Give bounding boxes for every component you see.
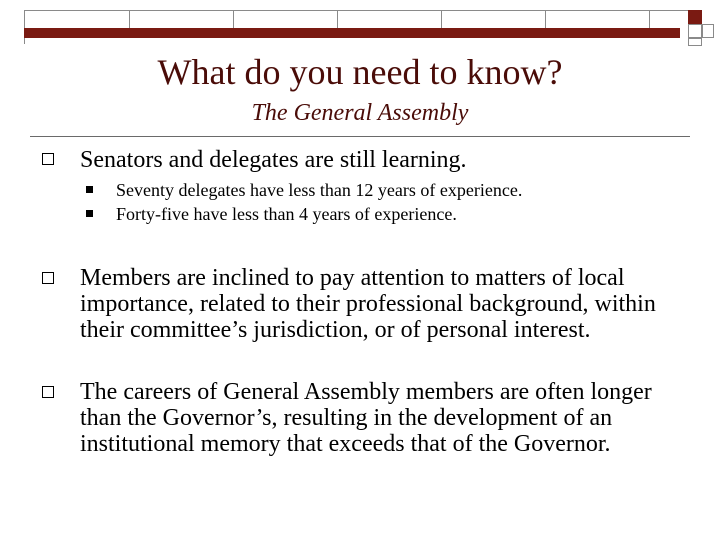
grid-divider [233, 11, 234, 29]
title-divider [30, 136, 690, 137]
header-grid [24, 10, 688, 44]
corner-accent-square [688, 10, 702, 24]
hollow-square-bullet-icon [42, 153, 54, 165]
grid-divider [649, 11, 650, 29]
bullet-text: Senators and delegates are still learning. [80, 147, 467, 173]
hollow-square-bullet-icon [42, 386, 54, 398]
filled-square-bullet-icon [86, 186, 93, 193]
filled-square-bullet-icon [86, 210, 93, 217]
hollow-square-bullet-icon [42, 272, 54, 284]
grid-divider [337, 11, 338, 29]
bullet-text: The careers of General Assembly members are often longer than the Governor’s, resulting in the development of an institutional memory that exceeds that of the Governor. [80, 379, 652, 457]
grid-divider [129, 11, 130, 29]
corner-outline-box [688, 38, 702, 46]
slide-title: What do you need to know? [157, 52, 563, 92]
slide-subtitle: The General Assembly [251, 100, 469, 126]
grid-divider [545, 11, 546, 29]
grid-divider [441, 11, 442, 29]
sub-bullet-text: Forty-five have less than 4 years of experience. [116, 204, 457, 224]
corner-outline-box [702, 24, 714, 38]
accent-bar [24, 28, 680, 38]
sub-bullet-text: Seventy delegates have less than 12 years of experience. [116, 180, 523, 200]
corner-outline-box [688, 24, 702, 38]
bullet-text: Members are inclined to pay attention to matters of local importance, related to their professional background, within their committee’s jurisdiction, or of personal interest. [80, 265, 656, 343]
